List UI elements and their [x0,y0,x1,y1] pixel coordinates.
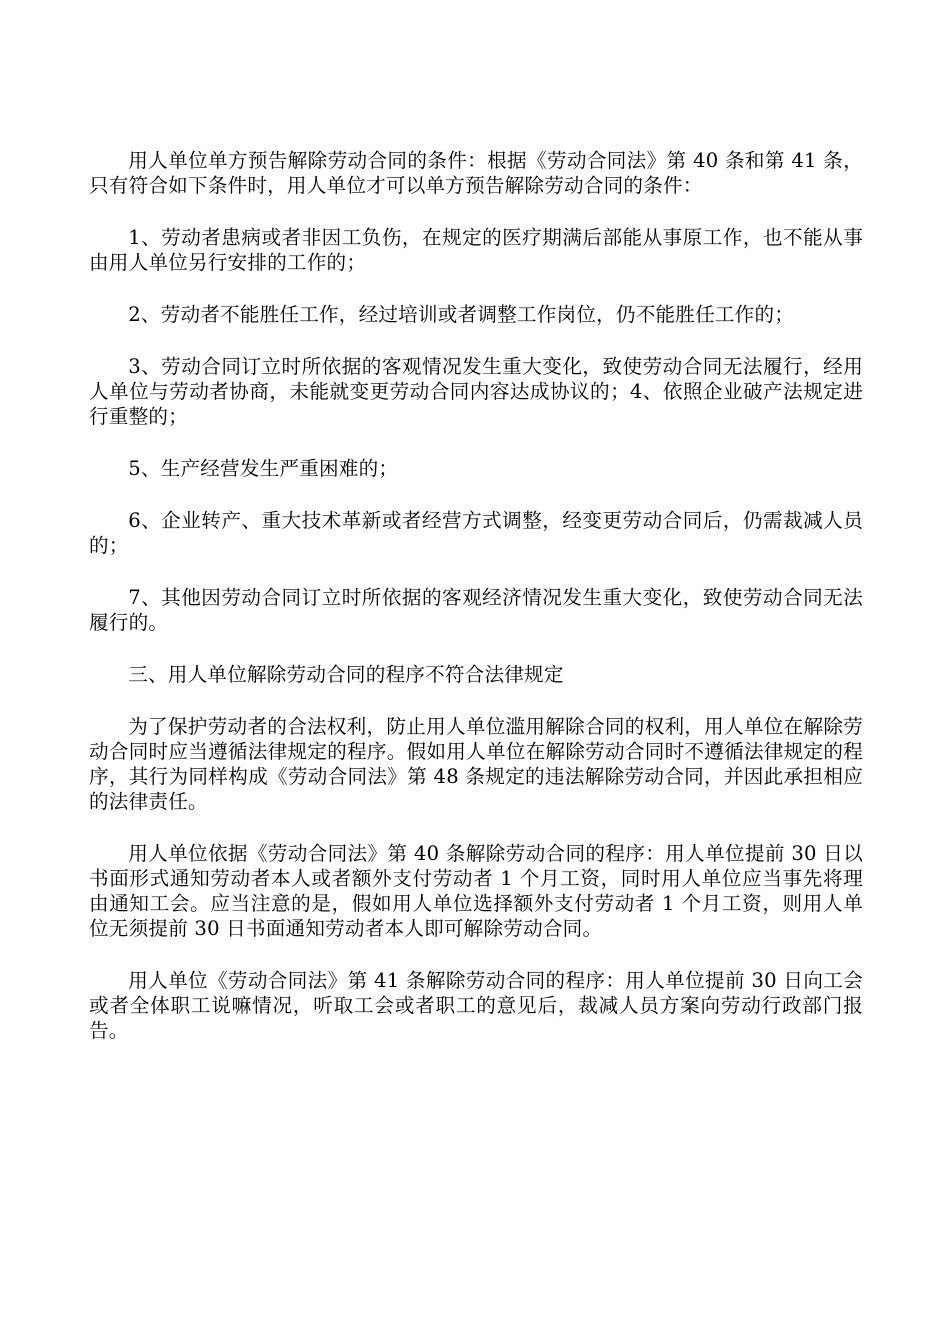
paragraph-article-41-procedure: 用人单位《劳动合同法》第 41 条解除劳动合同的程序：用人单位提前 30 日向工会或者全体职工说嘛情况，听取工会或者职工的意见后，裁减人员方案向劳动行政部门报告。 [89,969,863,1042]
paragraph-item-3-4: 3、劳动合同订立时所依据的客观情况发生重大变化，致使劳动合同无法履行，经用人单位与劳动者协商，未能就变更劳动合同内容达成协议的；4、依照企业破产法规定进行重整的； [89,355,863,428]
document-body [89,148,863,1070]
paragraph-procedure-intro: 为了保护劳动者的合法权利，防止用人单位滥用解除合同的权利，用人单位在解除劳动合同时应当遵循法律规定的程序。假如用人单位在解除劳动合同时不遵循法律规定的程序，其行为同样构成《劳动合同法》第 48 条规定的违法解除劳动合同，并因此承担相应的法律责任。 [89,715,863,813]
paragraph-item-5: 5、生产经营发生严重困难的； [128,457,399,480]
paragraph-item-7: 7、其他因劳动合同订立时所依据的客观经济情况发生重大变化，致使劳动合同无法履行的。 [89,586,863,634]
paragraph-item-2: 2、劳动者不能胜任工作，经过培训或者调整工作岗位，仍不能胜任工作的； [128,303,795,326]
paragraph-article-40-procedure: 用人单位依据《劳动合同法》第 40 条解除劳动合同的程序：用人单位提前 30 日以书面形式通知劳动者本人或者额外支付劳动者 1 个月工资，同时用人单位应当事先将理由通知工会。应当注意的是，假如用人单位选择额外支付劳动者 1 个月工资，则用人单位无须提前 30 日书面通知劳动者本人即可解除劳动合同。 [89,842,863,940]
paragraph-item-6: 6、企业转产、重大技术革新或者经营方式调整，经变更劳动合同后，仍需裁减人员的； [89,509,863,557]
paragraph-item-1: 1、劳动者患病或者非因工负伤，在规定的医疗期满后部能从事原工作，也不能从事由用人单位另行安排的工作的； [89,226,863,274]
section-heading-3: 三、用人单位解除劳动合同的程序不符合法律规定 [128,663,564,686]
paragraph-termination-conditions: 用人单位单方预告解除劳动合同的条件：根据《劳动合同法》第 40 条和第 41 条，只有符合如下条件时，用人单位才可以单方预告解除劳动合同的条件： [89,149,863,197]
